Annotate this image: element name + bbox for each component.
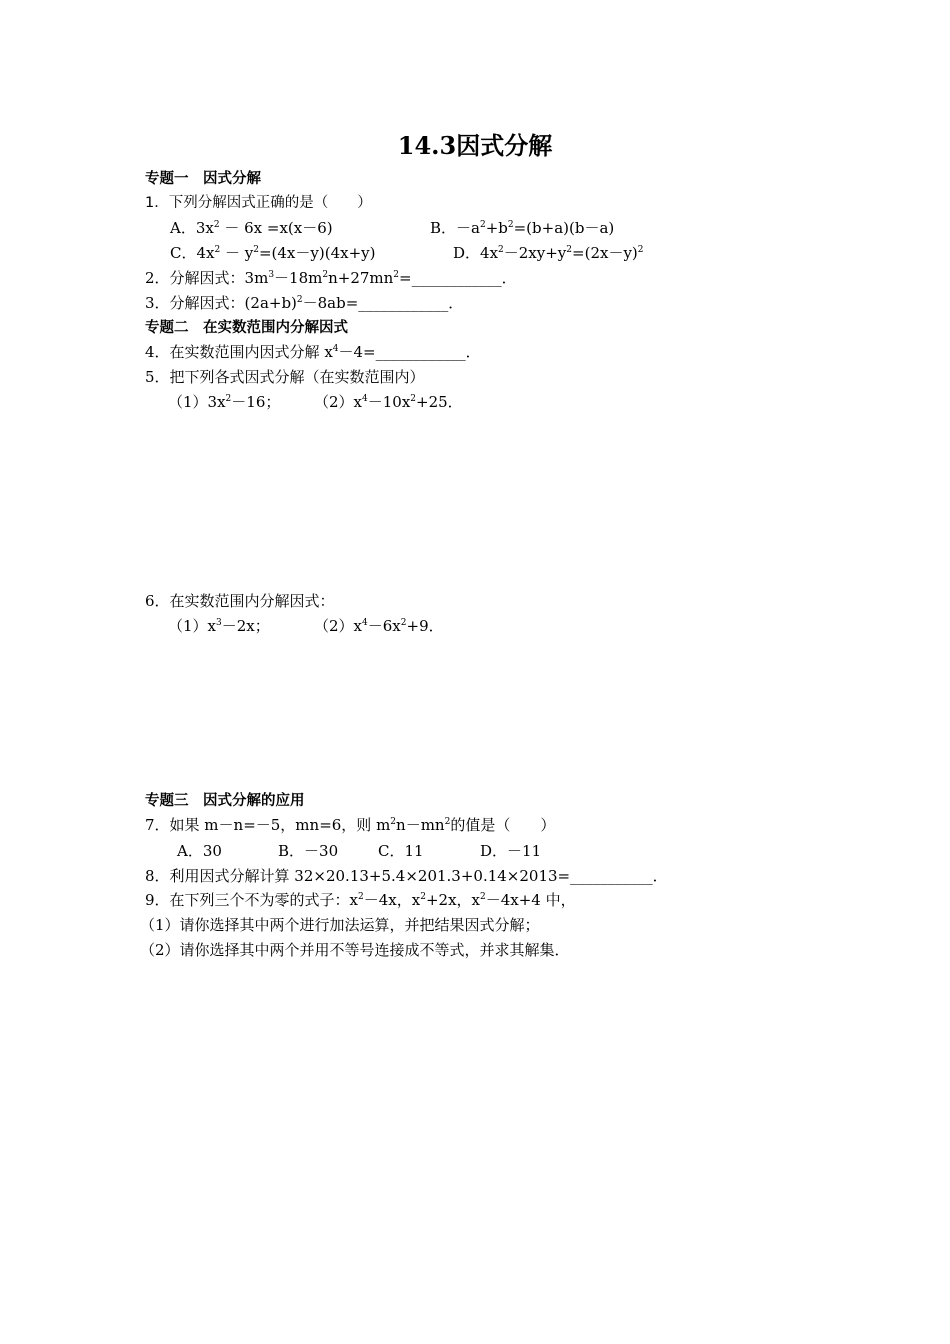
question-7-stem: 7．如果 m－n=－5，mn=6，则 $m^2n-mn^2$的值是（ ） xyxy=(145,816,556,834)
question-1-option-d: D．$4x^2-2xy+y^2=(2x-y)^2$ xyxy=(453,244,644,262)
question-9-stem: 9．在下列三个不为零的式子：$x^2-4x$，$x^2+2x$，$x^2-4x+4$ 中， xyxy=(145,891,576,909)
section-heading-3: 专题三 因式分解的应用 xyxy=(145,793,305,809)
question-9-sub-1: （1）请你选择其中两个进行加法运算，并把结果因式分解； xyxy=(140,916,540,934)
question-6-item-2: $(2)x^4-6x^2+9$． xyxy=(314,617,444,635)
question-8: 8．利用因式分解计算 32×20.13+5.4×201.3+0.14×2013=___________． xyxy=(145,867,668,885)
question-6-stem: 6．在实数范围内分解因式： xyxy=(145,592,335,610)
question-2: 2．分解因式：$3m^3-18m^2n+27mn^2=\_\_\_\_\_\_\_\_\_\_\_\_$． xyxy=(145,269,517,287)
page-title: 14.3因式分解 xyxy=(397,131,553,160)
section-heading-1: 专题一 因式分解 xyxy=(145,171,261,187)
question-1-option-a: A．$3x^2 - 6x =x(x-6)$ xyxy=(170,219,333,237)
question-4: 4．在实数范围内因式分解 $x^4-4=\_\_\_\_\_\_\_\_\_\_\_\_$． xyxy=(145,343,481,361)
question-1-option-b: B．$-a^2+b^2=(b+a)(b-a)$ xyxy=(430,219,615,237)
question-7-option-d: D．－11 xyxy=(480,842,542,860)
section-heading-2: 专题二 在实数范围内分解因式 xyxy=(145,320,348,336)
question-1-option-c: C．$4x^2 - y^2=(4x-y)(4x+y)$ xyxy=(170,244,376,262)
question-7-option-b: B．－30 xyxy=(278,842,339,860)
question-9-sub-2: （2）请你选择其中两个并用不等号连接成不等式，并求其解集． xyxy=(140,941,570,959)
question-7-option-c: C．11 xyxy=(378,842,424,860)
question-5-item-2: $(2)x^4-10x^2+25$． xyxy=(314,393,463,411)
question-5-stem: 5．把下列各式因式分解（在实数范围内） xyxy=(145,368,425,386)
question-6-item-1: $(1)x^3-2x$； xyxy=(168,617,270,635)
question-1-stem: 1．下列分解因式正确的是（ ） xyxy=(145,195,372,211)
question-7-option-a: A．30 xyxy=(177,842,222,860)
question-5-item-1: $(1)3x^2-16$； xyxy=(168,393,281,411)
question-3: 3．分解因式：$(2a+b)^2-8ab=\_\_\_\_\_\_\_\_\_\_\_\_$． xyxy=(145,294,464,312)
